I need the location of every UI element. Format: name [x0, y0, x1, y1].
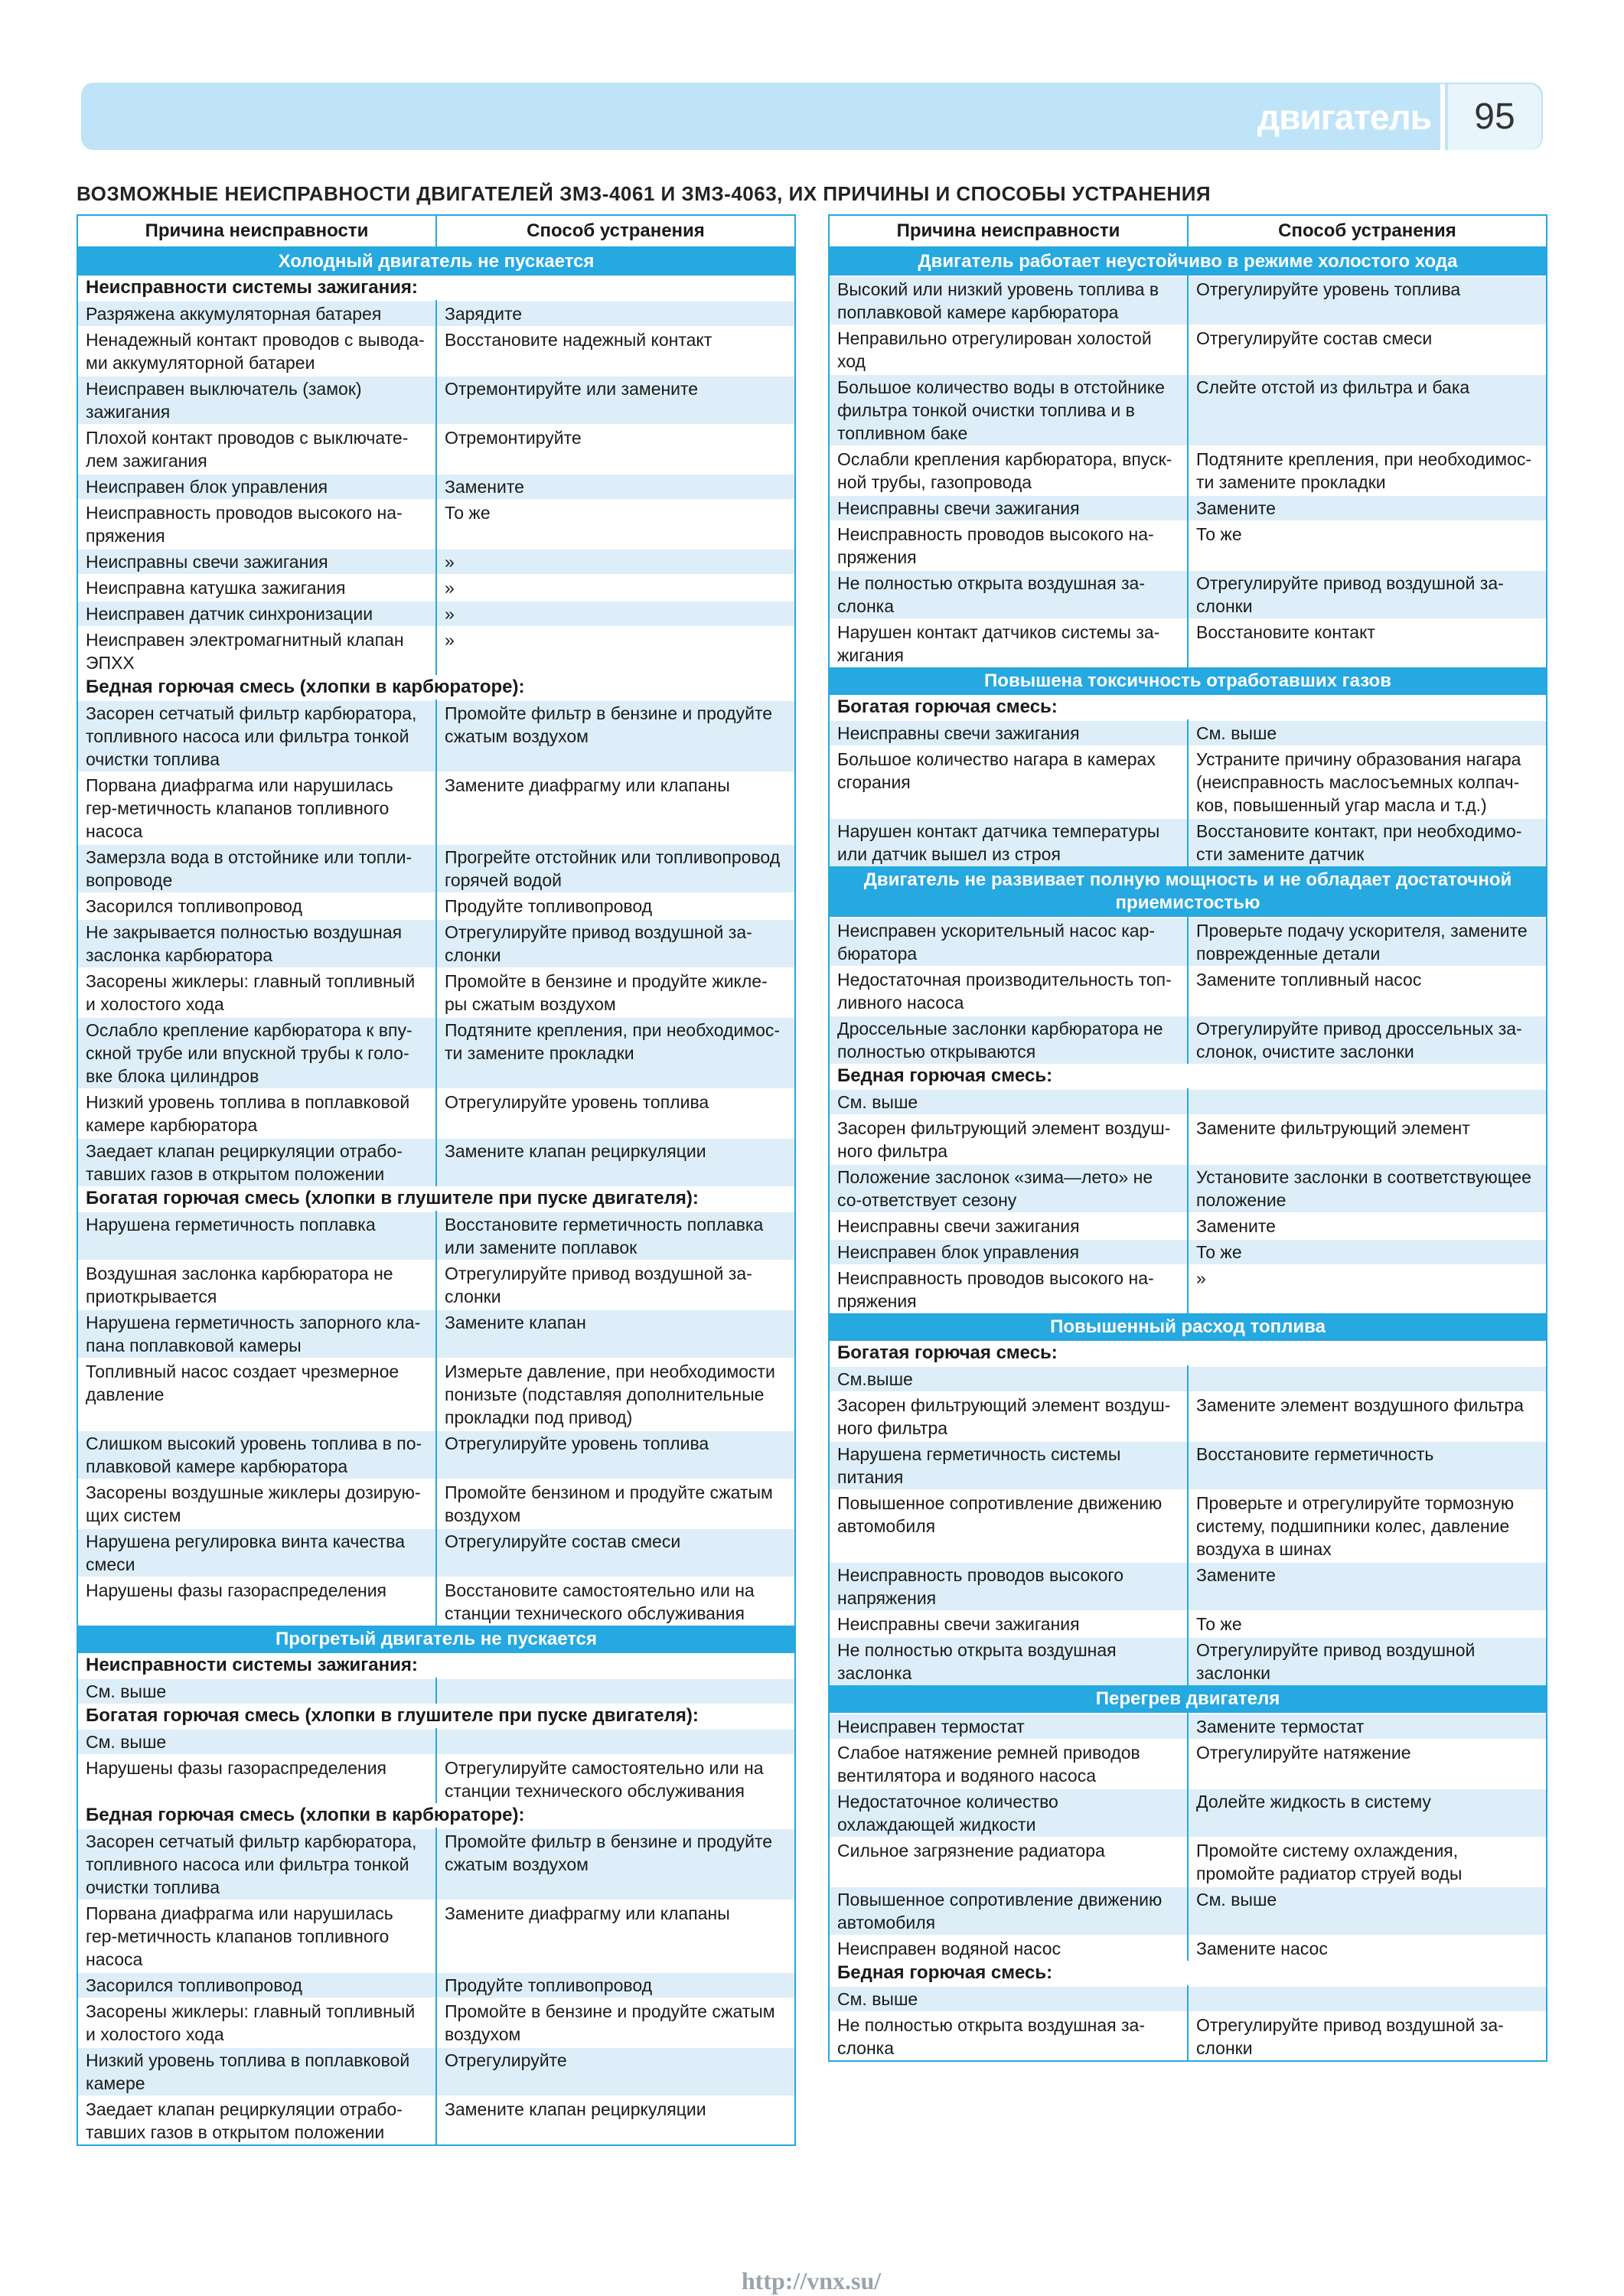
remedy-cell: [1188, 1089, 1546, 1115]
remedy-cell: Слейте отстой из фильтра и бака: [1188, 374, 1546, 446]
table-row: [830, 1392, 1546, 1441]
remedy-cell: Замените элемент воздушного фильтра: [1188, 1392, 1546, 1441]
subheader-row: [830, 1961, 1546, 1986]
remedy-cell: Отрегулируйте привод воздушной за-слонки: [1188, 2012, 1546, 2060]
section-header-row: [78, 1626, 794, 1653]
table-row: [830, 374, 1546, 446]
table-row: [830, 1265, 1546, 1313]
table-row: [830, 446, 1546, 495]
table-row: [78, 1528, 794, 1577]
table-row: [78, 601, 794, 627]
cause-cell: Неисправны свечи зажигания: [830, 1611, 1188, 1637]
cause-cell: Неисправен термостат: [830, 1714, 1188, 1740]
table-row: [78, 772, 794, 844]
cause-cell: Нарушена регулировка винта качества смеси: [78, 1528, 436, 1577]
table-row: [78, 627, 794, 675]
remedy-cell: Отрегулируйте натяжение: [1188, 1740, 1546, 1789]
remedy-cell: [1188, 1986, 1546, 2012]
cause-cell: Топливный насос создает чрезмерное давление: [78, 1358, 436, 1430]
section-title: Холодный двигатель не пускается: [78, 247, 794, 276]
subheader-title: Неисправности системы зажигания:: [78, 1653, 794, 1678]
cause-cell: Неисправны свечи зажигания: [830, 495, 1188, 521]
remedy-cell: Восстановите герметичность: [1188, 1441, 1546, 1490]
remedy-cell: Подтяните крепления, при необходимос-ти замените прокладки: [436, 1017, 794, 1089]
cause-cell: Засорены жиклеры: главный топливный и холостого хода: [78, 1998, 436, 2047]
table-row: [78, 474, 794, 500]
table-row: [78, 1998, 794, 2047]
table-row: [78, 1479, 794, 1528]
remedy-cell: Отрегулируйте состав смеси: [436, 1528, 794, 1577]
cause-cell: Засорился топливопровод: [78, 893, 436, 919]
remedy-cell: Восстановите надежный контакт: [436, 327, 794, 376]
remedy-cell: То же: [436, 500, 794, 549]
table-row: [78, 425, 794, 474]
remedy-cell: Замените клапан: [436, 1309, 794, 1358]
section-title: Повышенный расход топлива: [830, 1313, 1546, 1341]
table-row: [830, 1562, 1546, 1611]
table-row: [78, 2047, 794, 2096]
table-row: [830, 1239, 1546, 1265]
remedy-cell: То же: [1188, 521, 1546, 570]
table-row: [830, 1089, 1546, 1115]
table-row: [78, 1900, 794, 1972]
remedy-cell: Замените: [1188, 1213, 1546, 1239]
cause-cell: Положение заслонок «зима—лето» не со-ответствует сезону: [830, 1164, 1188, 1213]
remedy-header: Способ устранения: [436, 216, 794, 247]
table-row: [830, 1637, 1546, 1685]
table-row: [78, 1017, 794, 1089]
remedy-cell: Проверьте и отрегулируйте тормозную систему, подшипники колес, давление воздуха в шинах: [1188, 1490, 1546, 1562]
remedy-cell: Отрегулируйте уровень топлива: [436, 1430, 794, 1479]
table-row: [78, 1089, 794, 1138]
table-row: [830, 967, 1546, 1016]
section-header-row: [830, 1313, 1546, 1341]
table-row: [830, 1366, 1546, 1392]
table-row: [78, 500, 794, 549]
remedy-cell: Отремонтируйте: [436, 425, 794, 474]
table-row: [78, 968, 794, 1017]
cause-cell: Неисправен блок управления: [78, 474, 436, 500]
remedy-cell: »: [436, 627, 794, 675]
cause-cell: Неисправны свечи зажигания: [830, 720, 1188, 746]
table-row: [78, 1261, 794, 1309]
remedy-cell: Замените: [436, 474, 794, 500]
remedy-cell: Отрегулируйте уровень топлива: [1188, 276, 1546, 325]
table-row: [830, 720, 1546, 746]
table-row: [830, 521, 1546, 570]
remedy-cell: См. выше: [1188, 1887, 1546, 1936]
table-row: [78, 893, 794, 919]
section-title: Прогретый двигатель не пускается: [78, 1626, 794, 1653]
cause-header: Причина неисправности: [78, 216, 436, 247]
cause-cell: Нарушена герметичность запорного кла-пана поплавковой камеры: [78, 1309, 436, 1358]
remedy-cell: Долейте жидкость в систему: [1188, 1789, 1546, 1838]
cause-cell: Повышенное сопротивление движению автомобиля: [830, 1887, 1188, 1936]
cause-cell: Не полностью открыта воздушная за-слонка: [830, 2012, 1188, 2060]
subheader-row: [78, 276, 794, 301]
cause-cell: Порвана диафрагма или нарушилась гер-метичность клапанов топливного насоса: [78, 1900, 436, 1972]
cause-cell: Порвана диафрагма или нарушилась гер-метичность клапанов топливного насоса: [78, 772, 436, 844]
cause-cell: Разряжена аккумуляторная батарея: [78, 301, 436, 327]
table-row: [830, 1838, 1546, 1887]
right-table-body: [830, 247, 1546, 2060]
cause-cell: См. выше: [78, 1729, 436, 1755]
remedy-cell: Промойте систему охлаждения, промойте радиатор струей воды: [1188, 1838, 1546, 1887]
remedy-cell: [1188, 1366, 1546, 1392]
remedy-cell: Отрегулируйте уровень топлива: [436, 1089, 794, 1138]
subheader-title: Бедная горючая смесь:: [830, 1961, 1546, 1986]
remedy-cell: Отрегулируйте привод воздушной заслонки: [1188, 1637, 1546, 1685]
subheader-row: [78, 675, 794, 700]
subheader-row: [78, 1653, 794, 1678]
table-row: [78, 549, 794, 575]
remedy-cell: Отрегулируйте состав смеси: [1188, 325, 1546, 374]
table-row: [830, 276, 1546, 325]
section-name: двигатель: [1257, 97, 1431, 137]
remedy-cell: Устраните причину образования нагара (неисправность маслосъемных колпач-ков, повышенный угар масла и т.д.): [1188, 746, 1546, 818]
table-row: [78, 1972, 794, 1998]
remedy-cell: Подтяните крепления, при необходимос-ти замените прокладки: [1188, 446, 1546, 495]
table-row: [78, 1309, 794, 1358]
section-header-row: [830, 866, 1546, 918]
cause-cell: Нарушены фазы газораспределения: [78, 1577, 436, 1626]
subheader-title: Неисправности системы зажигания:: [78, 276, 794, 301]
cause-cell: Ослабли крепления карбюратора, впуск-ной трубы, газопровода: [830, 446, 1188, 495]
page-number: 95: [1448, 84, 1541, 150]
subheader-title: Богатая горючая смесь (хлопки в глушителе при пуске двигателя):: [78, 1704, 794, 1729]
left-table-body: [78, 247, 794, 2144]
table-row: [78, 376, 794, 425]
cause-cell: Не полностью открыта воздушная заслонка: [830, 1637, 1188, 1685]
remedy-cell: Зарядите: [436, 301, 794, 327]
table-row: [78, 1358, 794, 1430]
subheader-title: Бедная горючая смесь (хлопки в карбюраторе):: [78, 675, 794, 700]
remedy-cell: Замените диафрагму или клапаны: [436, 1900, 794, 1972]
table-row: [830, 1441, 1546, 1490]
remedy-cell: Измерьте давление, при необходимости понизьте (подставляя дополнительные прокладки под привод): [436, 1358, 794, 1430]
cause-cell: Неисправны свечи зажигания: [830, 1213, 1188, 1239]
table-row: [830, 495, 1546, 521]
left-table-column: [77, 214, 796, 2146]
cause-cell: Плохой контакт проводов с выключате-лем зажигания: [78, 425, 436, 474]
table-row: [78, 1755, 794, 1803]
cause-cell: Неисправен датчик синхронизации: [78, 601, 436, 627]
remedy-cell: »: [436, 575, 794, 601]
cause-cell: Засорен сетчатый фильтр карбюратора, топливного насоса или фильтра тонкой очистки топлива: [78, 700, 436, 772]
table-row: [830, 1213, 1546, 1239]
remedy-cell: Отрегулируйте привод дроссельных за-слонок, очистите заслонки: [1188, 1016, 1546, 1064]
troubleshooting-table-left: [78, 216, 794, 2144]
remedy-cell: Замените диафрагму или клапаны: [436, 772, 794, 844]
remedy-cell: Замените: [1188, 1562, 1546, 1611]
cause-cell: См. выше: [830, 1986, 1188, 2012]
cause-cell: Неисправность проводов высокого напряжения: [830, 1562, 1188, 1611]
cause-cell: Нарушен контакт датчиков системы за-жигания: [830, 619, 1188, 667]
table-row: [78, 1577, 794, 1626]
cause-cell: Неисправность проводов высокого на-пряжения: [78, 500, 436, 549]
remedy-cell: Промойте в бензине и продуйте сжатым воздухом: [436, 1998, 794, 2047]
remedy-cell: То же: [1188, 1611, 1546, 1637]
subheader-title: Богатая горючая смесь:: [830, 1341, 1546, 1366]
table-row: [78, 327, 794, 376]
table-row: [78, 1138, 794, 1186]
cause-cell: Высокий или низкий уровень топлива в поплавковой камере карбюратора: [830, 276, 1188, 325]
table-row: [830, 1714, 1546, 1740]
table-row: [78, 1212, 794, 1261]
cause-cell: Неисправность проводов высокого на-пряжения: [830, 1265, 1188, 1313]
cause-cell: Заедает клапан рециркуляции отрабо-тавших газов в открытом положении: [78, 2096, 436, 2144]
table-row: [830, 619, 1546, 667]
cause-cell: Слишком высокий уровень топлива в по-плавковой камере карбюратора: [78, 1430, 436, 1479]
table-row: [78, 301, 794, 327]
cause-cell: Нарушена герметичность системы питания: [830, 1441, 1188, 1490]
cause-cell: Заедает клапан рециркуляции отрабо-тавших газов в открытом положении: [78, 1138, 436, 1186]
cause-cell: Ослабло крепление карбюратора к впу-скной трубе или впускной трубы к голо-вке блока цилиндров: [78, 1017, 436, 1089]
subheader-row: [830, 695, 1546, 720]
cause-cell: См. выше: [78, 1678, 436, 1704]
table-row: [78, 1678, 794, 1704]
cause-cell: Засорены жиклеры: главный топливный и холостого хода: [78, 968, 436, 1017]
remedy-cell: Замените термостат: [1188, 1714, 1546, 1740]
remedy-cell: Замените клапан рециркуляции: [436, 2096, 794, 2144]
remedy-cell: »: [436, 549, 794, 575]
section-title: Двигатель не развивает полную мощность и не обладает достаточной приемистостью: [830, 866, 1546, 918]
table-row: [830, 1490, 1546, 1562]
cause-cell: Нарушен контакт датчика температуры или датчик вышел из строя: [830, 818, 1188, 866]
remedy-header: Способ устранения: [1188, 216, 1546, 247]
remedy-cell: Отрегулируйте привод воздушной за-слонки: [436, 1261, 794, 1309]
table-row: [830, 1936, 1546, 1961]
cause-cell: Неправильно отрегулирован холостой ход: [830, 325, 1188, 374]
remedy-cell: Промойте фильтр в бензине и продуйте сжатым воздухом: [436, 700, 794, 772]
cause-cell: Неисправен выключатель (замок) зажигания: [78, 376, 436, 425]
table-row: [78, 1729, 794, 1755]
footer-url: http://vnx.su/: [741, 2267, 882, 2294]
troubleshooting-table-right: [830, 216, 1546, 2060]
table-row: [78, 2096, 794, 2144]
section-header-row: [830, 1685, 1546, 1714]
remedy-cell: Замените клапан рециркуляции: [436, 1138, 794, 1186]
table-row: [830, 1986, 1546, 2012]
remedy-cell: Прогрейте отстойник или топливопровод горячей водой: [436, 844, 794, 893]
cause-cell: Низкий уровень топлива в поплавковой камере: [78, 2047, 436, 2096]
subheader-title: Богатая горючая смесь (хлопки в глушителе при пуске двигателя):: [78, 1186, 794, 1212]
table-row: [78, 844, 794, 893]
cause-cell: Засорены воздушные жиклеры дозирую-щих систем: [78, 1479, 436, 1528]
cause-cell: Засорился топливопровод: [78, 1972, 436, 1998]
cause-cell: Засорен фильтрующий элемент воздуш-ного фильтра: [830, 1115, 1188, 1164]
remedy-cell: »: [436, 601, 794, 627]
header-separator: [1440, 84, 1445, 150]
remedy-cell: Восстановите самостоятельно или на станции технического обслуживания: [436, 1577, 794, 1626]
remedy-cell: Промойте фильтр в бензине и продуйте сжатым воздухом: [436, 1828, 794, 1900]
table-row: [78, 1828, 794, 1900]
remedy-cell: Замените фильтрующий элемент: [1188, 1115, 1546, 1164]
table-row: [830, 818, 1546, 866]
remedy-cell: Проверьте подачу ускорителя, замените поврежденные детали: [1188, 918, 1546, 967]
cause-cell: Нарушены фазы газораспределения: [78, 1755, 436, 1803]
cause-cell: Неисправен электромагнитный клапан ЭПХХ: [78, 627, 436, 675]
remedy-cell: Замените: [1188, 495, 1546, 521]
remedy-cell: Продуйте топливопровод: [436, 1972, 794, 1998]
page-title: ВОЗМОЖНЫЕ НЕИСПРАВНОСТИ ДВИГАТЕЛЕЙ ЗМЗ-4061 И ЗМЗ-4063, ИХ ПРИЧИНЫ И СПОСОБЫ УСТРАНЕНИЯ: [77, 182, 1211, 205]
remedy-cell: Восстановите герметичность поплавка или замените поплавок: [436, 1212, 794, 1261]
remedy-cell: Отрегулируйте: [436, 2047, 794, 2096]
cause-cell: Нарушена герметичность поплавка: [78, 1212, 436, 1261]
cause-cell: Неисправен ускорительный насос кар-бюратора: [830, 918, 1188, 967]
subheader-title: Бедная горючая смесь (хлопки в карбюраторе):: [78, 1803, 794, 1828]
table-row: [78, 700, 794, 772]
remedy-cell: Замените насос: [1188, 1936, 1546, 1961]
subheader-title: Бедная горючая смесь:: [830, 1064, 1546, 1089]
section-title: Перегрев двигателя: [830, 1685, 1546, 1714]
subheader-row: [78, 1186, 794, 1212]
section-header-row: [78, 247, 794, 276]
cause-cell: Засорен сетчатый фильтр карбюратора, топливного насоса или фильтра тонкой очистки топлива: [78, 1828, 436, 1900]
cause-cell: Неисправна катушка зажигания: [78, 575, 436, 601]
cause-cell: Воздушная заслонка карбюратора не приоткрывается: [78, 1261, 436, 1309]
cause-cell: Недостаточная производительность топ-ливного насоса: [830, 967, 1188, 1016]
table-header-row: [78, 216, 794, 247]
table-row: [830, 570, 1546, 619]
section-header-row: [830, 667, 1546, 695]
remedy-cell: Отрегулируйте самостоятельно или на станции технического обслуживания: [436, 1755, 794, 1803]
cause-header: Причина неисправности: [830, 216, 1188, 247]
subheader-row: [830, 1064, 1546, 1089]
table-row: [830, 325, 1546, 374]
remedy-cell: [436, 1729, 794, 1755]
cause-cell: Замерзла вода в отстойнике или топли-вопроводе: [78, 844, 436, 893]
remedy-cell: »: [1188, 1265, 1546, 1313]
remedy-cell: Отрегулируйте привод воздушной за-слонки: [1188, 570, 1546, 619]
table-row: [78, 575, 794, 601]
section-title: Повышена токсичность отработавших газов: [830, 667, 1546, 695]
table-row: [78, 1430, 794, 1479]
cause-cell: См. выше: [830, 1089, 1188, 1115]
cause-cell: Неисправен блок управления: [830, 1239, 1188, 1265]
table-row: [830, 746, 1546, 818]
cause-cell: Ненадежный контакт проводов с вывода-ми аккумуляторной батареи: [78, 327, 436, 376]
remedy-cell: Восстановите контакт, при необходимо-сти замените датчик: [1188, 818, 1546, 866]
table-row: [830, 2012, 1546, 2060]
remedy-cell: То же: [1188, 1239, 1546, 1265]
remedy-cell: Восстановите контакт: [1188, 619, 1546, 667]
remedy-cell: [436, 1678, 794, 1704]
cause-cell: Большое количество воды в отстойнике фильтра тонкой очистки топлива и в топливном баке: [830, 374, 1188, 446]
table-row: [830, 918, 1546, 967]
remedy-cell: Замените топливный насос: [1188, 967, 1546, 1016]
table-row: [830, 1164, 1546, 1213]
cause-cell: Повышенное сопротивление движению автомобиля: [830, 1490, 1188, 1562]
table-row: [830, 1115, 1546, 1164]
remedy-cell: Установите заслонки в соответствующее положение: [1188, 1164, 1546, 1213]
table-row: [830, 1611, 1546, 1637]
subheader-title: Богатая горючая смесь:: [830, 695, 1546, 720]
cause-cell: Не закрывается полностью воздушная заслонка карбюратора: [78, 919, 436, 968]
cause-cell: Не полностью открыта воздушная за-слонка: [830, 570, 1188, 619]
cause-cell: Неисправен водяной насос: [830, 1936, 1188, 1961]
remedy-cell: Промойте бензином и продуйте сжатым воздухом: [436, 1479, 794, 1528]
section-header-row: [830, 247, 1546, 276]
cause-cell: Слабое натяжение ремней приводов вентилятора и водяного насоса: [830, 1740, 1188, 1789]
subheader-row: [78, 1803, 794, 1828]
table-row: [830, 1887, 1546, 1936]
cause-cell: Сильное загрязнение радиатора: [830, 1838, 1188, 1887]
subheader-row: [830, 1341, 1546, 1366]
cause-cell: Неисправны свечи зажигания: [78, 549, 436, 575]
cause-cell: Засорен фильтрующий элемент воздуш-ного фильтра: [830, 1392, 1188, 1441]
table-row: [830, 1016, 1546, 1064]
cause-cell: Недостаточное количество охлаждающей жидкости: [830, 1789, 1188, 1838]
remedy-cell: Отрегулируйте привод воздушной за-слонки: [436, 919, 794, 968]
subheader-row: [78, 1704, 794, 1729]
right-table-column: [828, 214, 1547, 2062]
cause-cell: Неисправность проводов высокого на-пряжения: [830, 521, 1188, 570]
table-header-row: [830, 216, 1546, 247]
cause-cell: Низкий уровень топлива в поплавковой камере карбюратора: [78, 1089, 436, 1138]
remedy-cell: Продуйте топливопровод: [436, 893, 794, 919]
remedy-cell: Отремонтируйте или замените: [436, 376, 794, 425]
section-title: Двигатель работает неустойчиво в режиме холостого хода: [830, 247, 1546, 276]
cause-cell: Большое количество нагара в камерах сгорания: [830, 746, 1188, 818]
remedy-cell: См. выше: [1188, 720, 1546, 746]
cause-cell: Дроссельные заслонки карбюратора не полностью открываются: [830, 1016, 1188, 1064]
table-row: [830, 1740, 1546, 1789]
remedy-cell: Промойте в бензине и продуйте жикле-ры сжатым воздухом: [436, 968, 794, 1017]
table-row: [78, 919, 794, 968]
cause-cell: См.выше: [830, 1366, 1188, 1392]
table-row: [830, 1789, 1546, 1838]
